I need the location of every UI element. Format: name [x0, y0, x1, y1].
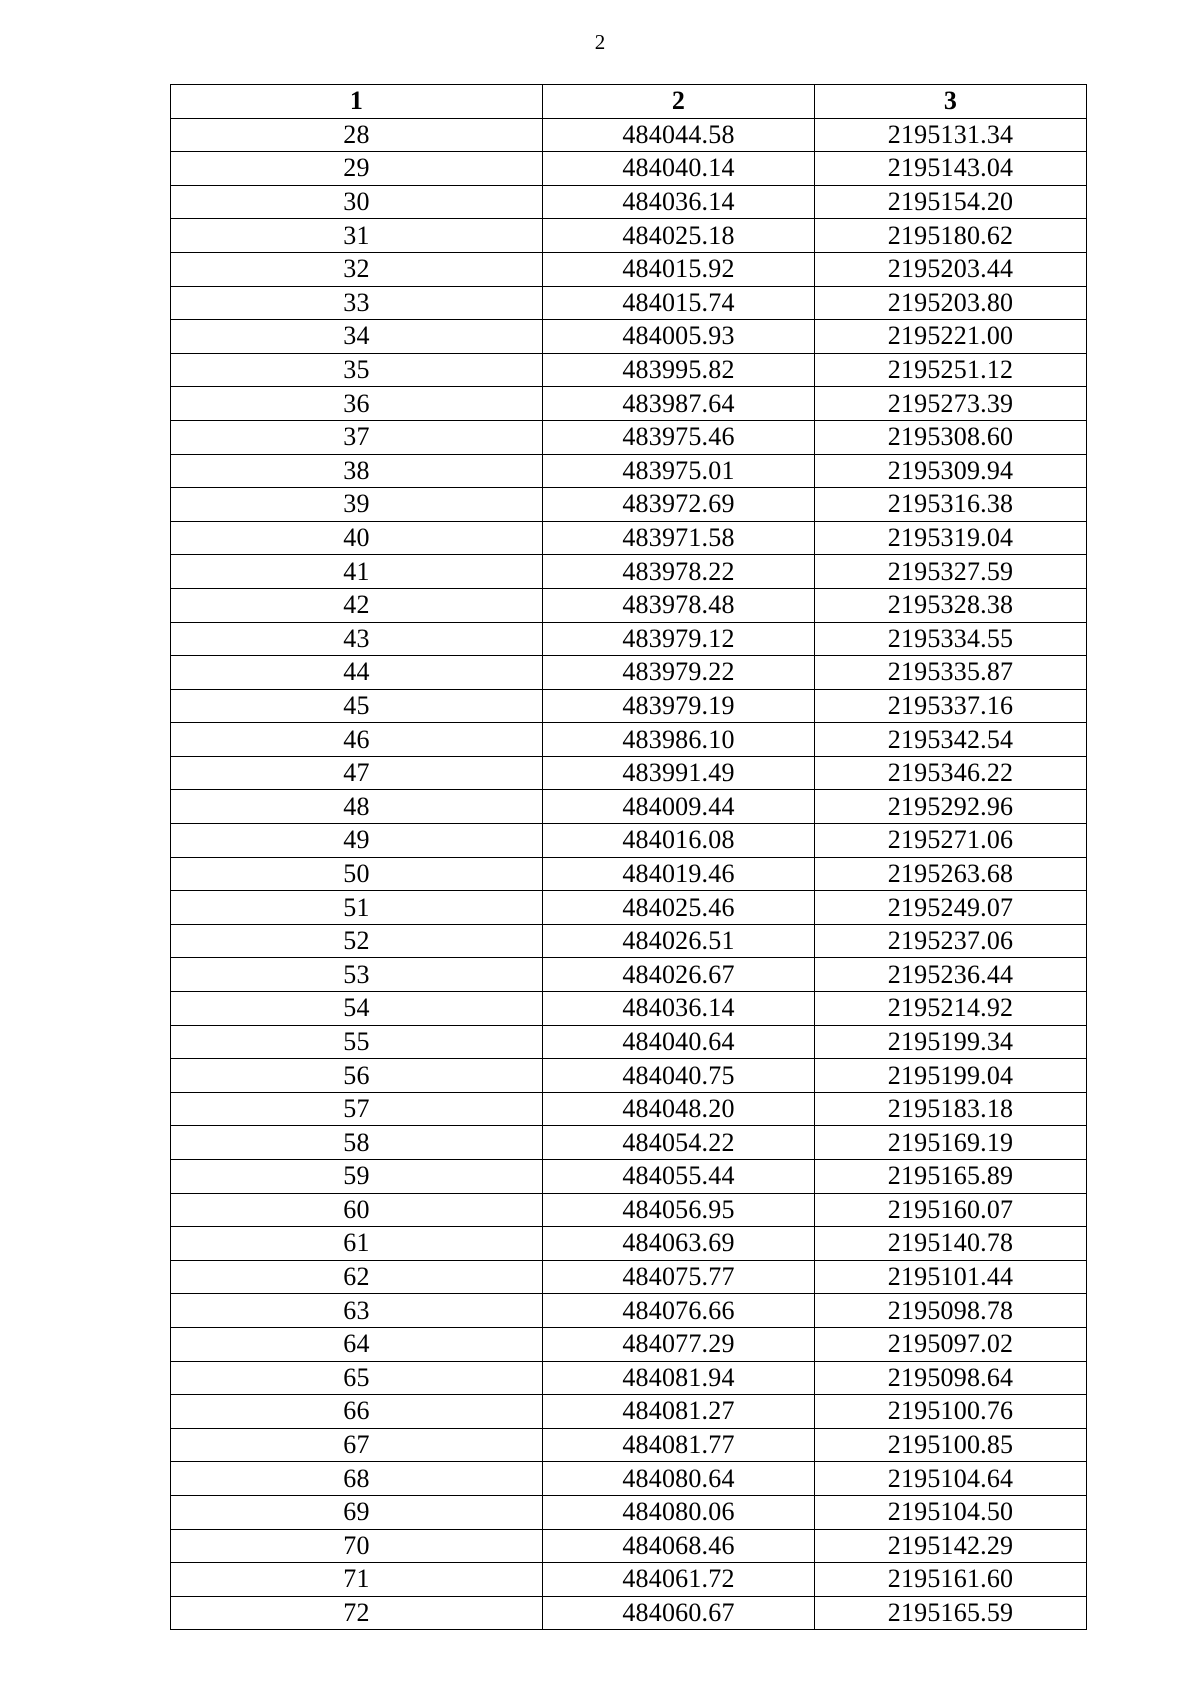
table-row	[171, 924, 1087, 958]
y-coordinate-cell: 2195169.19	[815, 1126, 1087, 1160]
y-coordinate-cell: 2195142.29	[815, 1529, 1087, 1563]
coordinate-table	[170, 84, 1087, 1630]
table-row	[171, 454, 1087, 488]
x-coordinate-cell: 484048.20	[543, 1092, 815, 1126]
table-row	[171, 521, 1087, 555]
y-coordinate-cell: 2195237.06	[815, 924, 1087, 958]
table-row	[171, 1160, 1087, 1194]
x-coordinate-cell: 483991.49	[543, 756, 815, 790]
point-number-cell: 33	[171, 286, 543, 320]
point-number-cell: 70	[171, 1529, 543, 1563]
point-number-cell: 52	[171, 924, 543, 958]
point-number-cell: 31	[171, 219, 543, 253]
point-number-cell: 66	[171, 1395, 543, 1429]
y-coordinate-cell: 2195319.04	[815, 521, 1087, 555]
point-number-cell: 51	[171, 891, 543, 925]
x-coordinate-cell: 484040.64	[543, 1025, 815, 1059]
x-coordinate-cell: 484080.64	[543, 1462, 815, 1496]
x-coordinate-cell: 484068.46	[543, 1529, 815, 1563]
x-coordinate-cell: 484040.75	[543, 1059, 815, 1093]
x-coordinate-cell: 484015.74	[543, 286, 815, 320]
x-coordinate-cell: 483987.64	[543, 387, 815, 421]
point-number-cell: 60	[171, 1193, 543, 1227]
table-row	[171, 656, 1087, 690]
point-number-cell: 36	[171, 387, 543, 421]
point-number-cell: 35	[171, 353, 543, 387]
table-row	[171, 1193, 1087, 1227]
point-number-cell: 55	[171, 1025, 543, 1059]
x-coordinate-cell: 483978.48	[543, 588, 815, 622]
y-coordinate-cell: 2195327.59	[815, 555, 1087, 589]
table-row	[171, 622, 1087, 656]
point-number-cell: 58	[171, 1126, 543, 1160]
y-coordinate-cell: 2195140.78	[815, 1227, 1087, 1261]
y-coordinate-cell: 2195154.20	[815, 185, 1087, 219]
x-coordinate-cell: 484005.93	[543, 320, 815, 354]
y-coordinate-cell: 2195098.64	[815, 1361, 1087, 1395]
y-coordinate-cell: 2195249.07	[815, 891, 1087, 925]
table-row	[171, 689, 1087, 723]
x-coordinate-cell: 484025.18	[543, 219, 815, 253]
table-row	[171, 1025, 1087, 1059]
point-number-cell: 61	[171, 1227, 543, 1261]
y-coordinate-cell: 2195101.44	[815, 1260, 1087, 1294]
point-number-cell: 38	[171, 454, 543, 488]
x-coordinate-cell: 483979.12	[543, 622, 815, 656]
y-coordinate-cell: 2195328.38	[815, 588, 1087, 622]
y-coordinate-cell: 2195180.62	[815, 219, 1087, 253]
point-number-cell: 34	[171, 320, 543, 354]
y-coordinate-cell: 2195214.92	[815, 992, 1087, 1026]
table-row	[171, 1529, 1087, 1563]
x-coordinate-cell: 483979.22	[543, 656, 815, 690]
table-row	[171, 387, 1087, 421]
header-cell-y: 3	[815, 85, 1087, 119]
y-coordinate-cell: 2195335.87	[815, 656, 1087, 690]
table-row	[171, 1260, 1087, 1294]
point-number-cell: 42	[171, 588, 543, 622]
table-row	[171, 958, 1087, 992]
y-coordinate-cell: 2195251.12	[815, 353, 1087, 387]
table-row	[171, 756, 1087, 790]
point-number-cell: 32	[171, 252, 543, 286]
x-coordinate-cell: 484061.72	[543, 1563, 815, 1597]
x-coordinate-cell: 484081.27	[543, 1395, 815, 1429]
x-coordinate-cell: 484009.44	[543, 790, 815, 824]
point-number-cell: 49	[171, 824, 543, 858]
point-number-cell: 50	[171, 857, 543, 891]
table-body	[171, 118, 1087, 1630]
y-coordinate-cell: 2195342.54	[815, 723, 1087, 757]
point-number-cell: 44	[171, 656, 543, 690]
y-coordinate-cell: 2195100.76	[815, 1395, 1087, 1429]
table-row	[171, 588, 1087, 622]
table-row	[171, 118, 1087, 152]
table-row	[171, 1126, 1087, 1160]
x-coordinate-cell: 484081.94	[543, 1361, 815, 1395]
y-coordinate-cell: 2195337.16	[815, 689, 1087, 723]
x-coordinate-cell: 484036.14	[543, 992, 815, 1026]
table-row	[171, 992, 1087, 1026]
table-row	[171, 1227, 1087, 1261]
table-row	[171, 1596, 1087, 1630]
y-coordinate-cell: 2195097.02	[815, 1327, 1087, 1361]
table-row	[171, 824, 1087, 858]
table-row	[171, 1294, 1087, 1328]
table-row	[171, 286, 1087, 320]
table-row	[171, 353, 1087, 387]
y-coordinate-cell: 2195271.06	[815, 824, 1087, 858]
y-coordinate-cell: 2195161.60	[815, 1563, 1087, 1597]
x-coordinate-cell: 484019.46	[543, 857, 815, 891]
point-number-cell: 41	[171, 555, 543, 589]
point-number-cell: 47	[171, 756, 543, 790]
y-coordinate-cell: 2195236.44	[815, 958, 1087, 992]
table-row	[171, 1327, 1087, 1361]
x-coordinate-cell: 484055.44	[543, 1160, 815, 1194]
x-coordinate-cell: 484081.77	[543, 1428, 815, 1462]
x-coordinate-cell: 483986.10	[543, 723, 815, 757]
point-number-cell: 46	[171, 723, 543, 757]
y-coordinate-cell: 2195131.34	[815, 118, 1087, 152]
point-number-cell: 48	[171, 790, 543, 824]
x-coordinate-cell: 484026.67	[543, 958, 815, 992]
table-row	[171, 488, 1087, 522]
point-number-cell: 40	[171, 521, 543, 555]
point-number-cell: 30	[171, 185, 543, 219]
y-coordinate-cell: 2195165.59	[815, 1596, 1087, 1630]
table-row	[171, 185, 1087, 219]
point-number-cell: 53	[171, 958, 543, 992]
x-coordinate-cell: 483972.69	[543, 488, 815, 522]
table-row	[171, 555, 1087, 589]
y-coordinate-cell: 2195104.64	[815, 1462, 1087, 1496]
x-coordinate-cell: 484025.46	[543, 891, 815, 925]
point-number-cell: 67	[171, 1428, 543, 1462]
y-coordinate-cell: 2195273.39	[815, 387, 1087, 421]
y-coordinate-cell: 2195334.55	[815, 622, 1087, 656]
point-number-cell: 57	[171, 1092, 543, 1126]
y-coordinate-cell: 2195308.60	[815, 420, 1087, 454]
x-coordinate-cell: 483995.82	[543, 353, 815, 387]
y-coordinate-cell: 2195160.07	[815, 1193, 1087, 1227]
table-header	[171, 85, 1087, 119]
point-number-cell: 64	[171, 1327, 543, 1361]
x-coordinate-cell: 484026.51	[543, 924, 815, 958]
table-row	[171, 219, 1087, 253]
table-row	[171, 1395, 1087, 1429]
point-number-cell: 45	[171, 689, 543, 723]
table-row	[171, 252, 1087, 286]
y-coordinate-cell: 2195100.85	[815, 1428, 1087, 1462]
x-coordinate-cell: 484075.77	[543, 1260, 815, 1294]
x-coordinate-cell: 484056.95	[543, 1193, 815, 1227]
y-coordinate-cell: 2195199.34	[815, 1025, 1087, 1059]
point-number-cell: 69	[171, 1495, 543, 1529]
y-coordinate-cell: 2195183.18	[815, 1092, 1087, 1126]
point-number-cell: 72	[171, 1596, 543, 1630]
point-number-cell: 54	[171, 992, 543, 1026]
y-coordinate-cell: 2195143.04	[815, 152, 1087, 186]
x-coordinate-cell: 484077.29	[543, 1327, 815, 1361]
x-coordinate-cell: 484076.66	[543, 1294, 815, 1328]
y-coordinate-cell: 2195309.94	[815, 454, 1087, 488]
point-number-cell: 71	[171, 1563, 543, 1597]
table-row	[171, 723, 1087, 757]
page-number: 2	[594, 30, 606, 54]
x-coordinate-cell: 484016.08	[543, 824, 815, 858]
x-coordinate-cell: 483975.01	[543, 454, 815, 488]
table-row	[171, 320, 1087, 354]
y-coordinate-cell: 2195221.00	[815, 320, 1087, 354]
point-number-cell: 39	[171, 488, 543, 522]
y-coordinate-cell: 2195165.89	[815, 1160, 1087, 1194]
table-row	[171, 1092, 1087, 1126]
x-coordinate-cell: 484054.22	[543, 1126, 815, 1160]
y-coordinate-cell: 2195203.44	[815, 252, 1087, 286]
point-number-cell: 37	[171, 420, 543, 454]
point-number-cell: 62	[171, 1260, 543, 1294]
header-row	[171, 85, 1087, 119]
point-number-cell: 65	[171, 1361, 543, 1395]
header-cell-x: 2	[543, 85, 815, 119]
y-coordinate-cell: 2195199.04	[815, 1059, 1087, 1093]
y-coordinate-cell: 2195203.80	[815, 286, 1087, 320]
y-coordinate-cell: 2195346.22	[815, 756, 1087, 790]
table-row	[171, 1428, 1087, 1462]
x-coordinate-cell: 484044.58	[543, 118, 815, 152]
y-coordinate-cell: 2195263.68	[815, 857, 1087, 891]
table-row	[171, 891, 1087, 925]
table-row	[171, 1361, 1087, 1395]
y-coordinate-cell: 2195292.96	[815, 790, 1087, 824]
x-coordinate-cell: 484060.67	[543, 1596, 815, 1630]
y-coordinate-cell: 2195104.50	[815, 1495, 1087, 1529]
table-row	[171, 420, 1087, 454]
x-coordinate-cell: 484015.92	[543, 252, 815, 286]
point-number-cell: 56	[171, 1059, 543, 1093]
table-row	[171, 152, 1087, 186]
point-number-cell: 63	[171, 1294, 543, 1328]
point-number-cell: 59	[171, 1160, 543, 1194]
table-row	[171, 1563, 1087, 1597]
header-cell-point: 1	[171, 85, 543, 119]
x-coordinate-cell: 483975.46	[543, 420, 815, 454]
table-row	[171, 790, 1087, 824]
x-coordinate-cell: 484080.06	[543, 1495, 815, 1529]
point-number-cell: 68	[171, 1462, 543, 1496]
x-coordinate-cell: 484040.14	[543, 152, 815, 186]
table-row	[171, 1462, 1087, 1496]
x-coordinate-cell: 483978.22	[543, 555, 815, 589]
x-coordinate-cell: 483971.58	[543, 521, 815, 555]
point-number-cell: 29	[171, 152, 543, 186]
y-coordinate-cell: 2195098.78	[815, 1294, 1087, 1328]
table-row	[171, 1059, 1087, 1093]
table-row	[171, 1495, 1087, 1529]
x-coordinate-cell: 484036.14	[543, 185, 815, 219]
x-coordinate-cell: 483979.19	[543, 689, 815, 723]
y-coordinate-cell: 2195316.38	[815, 488, 1087, 522]
x-coordinate-cell: 484063.69	[543, 1227, 815, 1261]
point-number-cell: 28	[171, 118, 543, 152]
table-row	[171, 857, 1087, 891]
point-number-cell: 43	[171, 622, 543, 656]
